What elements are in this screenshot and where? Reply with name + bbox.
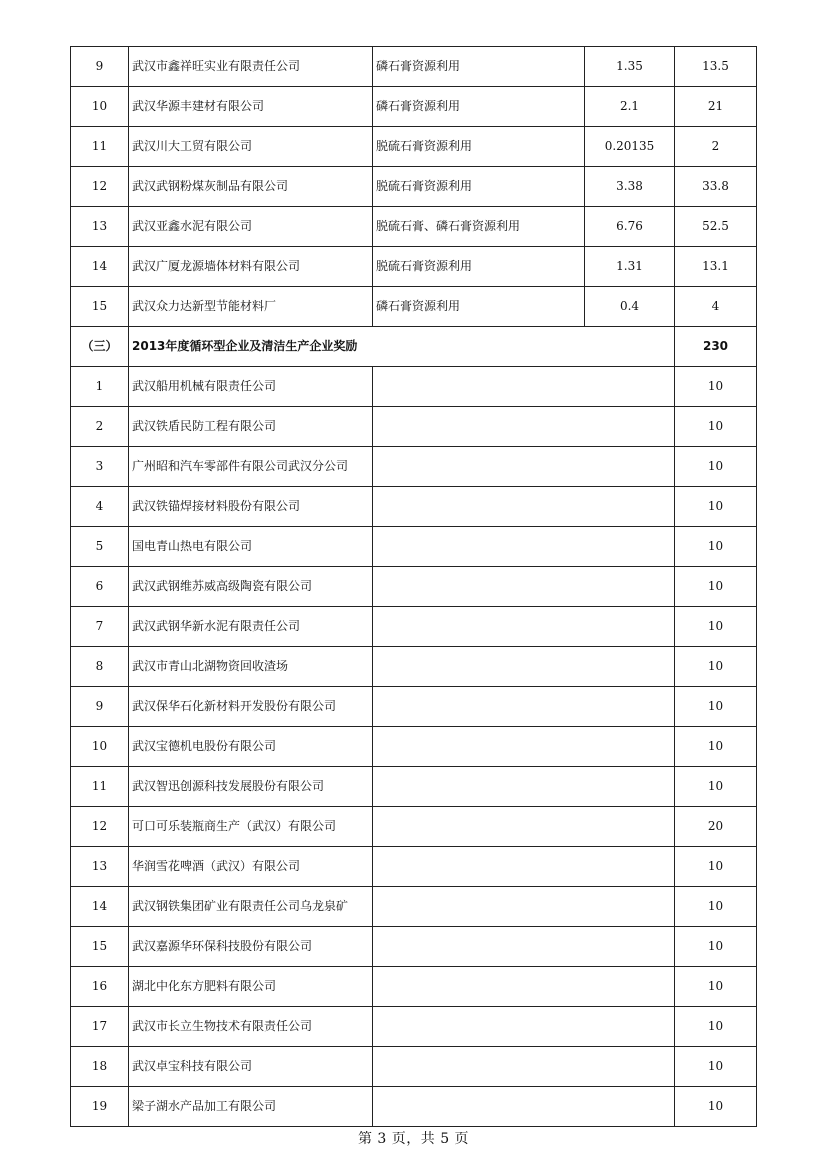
project-empty-cell (373, 367, 675, 407)
company-name: 武汉武钢华新水泥有限责任公司 (129, 607, 373, 647)
row-number: 11 (71, 767, 129, 807)
quantity-value: 0.4 (585, 287, 675, 327)
row-number: 10 (71, 727, 129, 767)
table-row (71, 407, 757, 447)
project-empty-cell (373, 527, 675, 567)
award-amount: 10 (675, 727, 757, 767)
award-amount: 10 (675, 407, 757, 447)
project-empty-cell (373, 727, 675, 767)
award-amount: 13.5 (675, 47, 757, 87)
table-row (71, 1007, 757, 1047)
award-amount: 10 (675, 687, 757, 727)
table-row (71, 767, 757, 807)
table-row (71, 247, 757, 287)
row-number: 10 (71, 87, 129, 127)
company-name: 武汉广厦龙源墙体材料有限公司 (129, 247, 373, 287)
company-name: 湖北中化东方肥料有限公司 (129, 967, 373, 1007)
company-name: 武汉市鑫祥旺实业有限责任公司 (129, 47, 373, 87)
row-number: 3 (71, 447, 129, 487)
award-amount: 10 (675, 1087, 757, 1127)
project-empty-cell (373, 447, 675, 487)
award-amount: 10 (675, 367, 757, 407)
project-empty-cell (373, 967, 675, 1007)
row-number: 14 (71, 887, 129, 927)
award-amount: 52.5 (675, 207, 757, 247)
table-row (71, 287, 757, 327)
award-amount: 10 (675, 847, 757, 887)
award-table-body (71, 47, 757, 1127)
row-number: 6 (71, 567, 129, 607)
table-row (71, 87, 757, 127)
table-row (71, 367, 757, 407)
table-row (71, 47, 757, 87)
table-row (71, 1047, 757, 1087)
award-amount: 10 (675, 447, 757, 487)
row-number: 17 (71, 1007, 129, 1047)
project-empty-cell (373, 607, 675, 647)
award-amount: 4 (675, 287, 757, 327)
project-name: 脱硫石膏、磷石膏资源利用 (373, 207, 585, 247)
table-row (71, 127, 757, 167)
quantity-value: 0.20135 (585, 127, 675, 167)
project-name: 磷石膏资源利用 (373, 287, 585, 327)
row-number: 13 (71, 207, 129, 247)
project-empty-cell (373, 487, 675, 527)
award-amount: 10 (675, 967, 757, 1007)
award-amount: 10 (675, 567, 757, 607)
table-row (71, 447, 757, 487)
quantity-value: 1.31 (585, 247, 675, 287)
award-amount: 33.8 (675, 167, 757, 207)
award-amount: 10 (675, 1047, 757, 1087)
award-amount: 10 (675, 1007, 757, 1047)
project-name: 脱硫石膏资源利用 (373, 167, 585, 207)
row-number: 19 (71, 1087, 129, 1127)
row-number: 15 (71, 927, 129, 967)
company-name: 武汉船用机械有限责任公司 (129, 367, 373, 407)
table-row (71, 927, 757, 967)
table-row (71, 807, 757, 847)
company-name: 武汉宝德机电股份有限公司 (129, 727, 373, 767)
row-number: 9 (71, 47, 129, 87)
company-name: 武汉嘉源华环保科技股份有限公司 (129, 927, 373, 967)
table-row (71, 727, 757, 767)
project-empty-cell (373, 767, 675, 807)
table-row (71, 207, 757, 247)
table-row (71, 487, 757, 527)
project-name: 脱硫石膏资源利用 (373, 127, 585, 167)
row-number: 12 (71, 167, 129, 207)
section-award-total: 230 (675, 327, 757, 367)
row-number: 11 (71, 127, 129, 167)
row-number: 18 (71, 1047, 129, 1087)
project-empty-cell (373, 847, 675, 887)
row-number: 5 (71, 527, 129, 567)
project-empty-cell (373, 567, 675, 607)
quantity-value: 3.38 (585, 167, 675, 207)
section-number: （三） (71, 327, 129, 367)
company-name: 武汉川大工贸有限公司 (129, 127, 373, 167)
row-number: 9 (71, 687, 129, 727)
row-number: 14 (71, 247, 129, 287)
table-row (71, 887, 757, 927)
award-amount: 2 (675, 127, 757, 167)
row-number: 13 (71, 847, 129, 887)
project-name: 磷石膏资源利用 (373, 87, 585, 127)
table-row (71, 1087, 757, 1127)
table-row (71, 607, 757, 647)
company-name: 国电青山热电有限公司 (129, 527, 373, 567)
company-name: 武汉智迅创源科技发展股份有限公司 (129, 767, 373, 807)
project-empty-cell (373, 407, 675, 447)
table-row (71, 687, 757, 727)
quantity-value: 6.76 (585, 207, 675, 247)
award-amount: 10 (675, 887, 757, 927)
row-number: 7 (71, 607, 129, 647)
company-name: 武汉卓宝科技有限公司 (129, 1047, 373, 1087)
table-row (71, 847, 757, 887)
page-footer: 第 3 页，共 5 页 (357, 1131, 470, 1147)
company-name: 武汉武钢维苏威高级陶瓷有限公司 (129, 567, 373, 607)
section-title: 2013年度循环型企业及清洁生产企业奖励 (129, 327, 675, 367)
award-table (70, 46, 757, 1127)
table-row (71, 567, 757, 607)
award-amount: 10 (675, 927, 757, 967)
quantity-value: 2.1 (585, 87, 675, 127)
award-amount: 20 (675, 807, 757, 847)
award-amount: 21 (675, 87, 757, 127)
company-name: 武汉众力达新型节能材料厂 (129, 287, 373, 327)
award-amount: 10 (675, 487, 757, 527)
project-empty-cell (373, 807, 675, 847)
table-row (71, 967, 757, 1007)
row-number: 4 (71, 487, 129, 527)
row-number: 1 (71, 367, 129, 407)
company-name: 武汉市长立生物技术有限责任公司 (129, 1007, 373, 1047)
company-name: 广州昭和汽车零部件有限公司武汉分公司 (129, 447, 373, 487)
company-name: 武汉铁锚焊接材料股份有限公司 (129, 487, 373, 527)
project-empty-cell (373, 647, 675, 687)
project-empty-cell (373, 887, 675, 927)
row-number: 15 (71, 287, 129, 327)
project-empty-cell (373, 927, 675, 967)
company-name: 华润雪花啤酒（武汉）有限公司 (129, 847, 373, 887)
company-name: 武汉市青山北湖物资回收渣场 (129, 647, 373, 687)
table-row (71, 647, 757, 687)
company-name: 武汉武钢粉煤灰制品有限公司 (129, 167, 373, 207)
table-row (71, 527, 757, 567)
project-empty-cell (373, 1047, 675, 1087)
project-name: 磷石膏资源利用 (373, 47, 585, 87)
company-name: 武汉钢铁集团矿业有限责任公司乌龙泉矿 (129, 887, 373, 927)
company-name: 武汉保华石化新材料开发股份有限公司 (129, 687, 373, 727)
award-amount: 10 (675, 767, 757, 807)
row-number: 8 (71, 647, 129, 687)
table-row (71, 167, 757, 207)
section-header-row (71, 327, 757, 367)
company-name: 武汉亚鑫水泥有限公司 (129, 207, 373, 247)
award-amount: 13.1 (675, 247, 757, 287)
quantity-value: 1.35 (585, 47, 675, 87)
project-empty-cell (373, 1087, 675, 1127)
award-amount: 10 (675, 607, 757, 647)
row-number: 2 (71, 407, 129, 447)
project-empty-cell (373, 1007, 675, 1047)
company-name: 武汉华源丰建材有限公司 (129, 87, 373, 127)
company-name: 可口可乐装瓶商生产（武汉）有限公司 (129, 807, 373, 847)
project-name: 脱硫石膏资源利用 (373, 247, 585, 287)
award-amount: 10 (675, 647, 757, 687)
company-name: 武汉铁盾民防工程有限公司 (129, 407, 373, 447)
row-number: 12 (71, 807, 129, 847)
project-empty-cell (373, 687, 675, 727)
award-amount: 10 (675, 527, 757, 567)
company-name: 梁子湖水产品加工有限公司 (129, 1087, 373, 1127)
row-number: 16 (71, 967, 129, 1007)
